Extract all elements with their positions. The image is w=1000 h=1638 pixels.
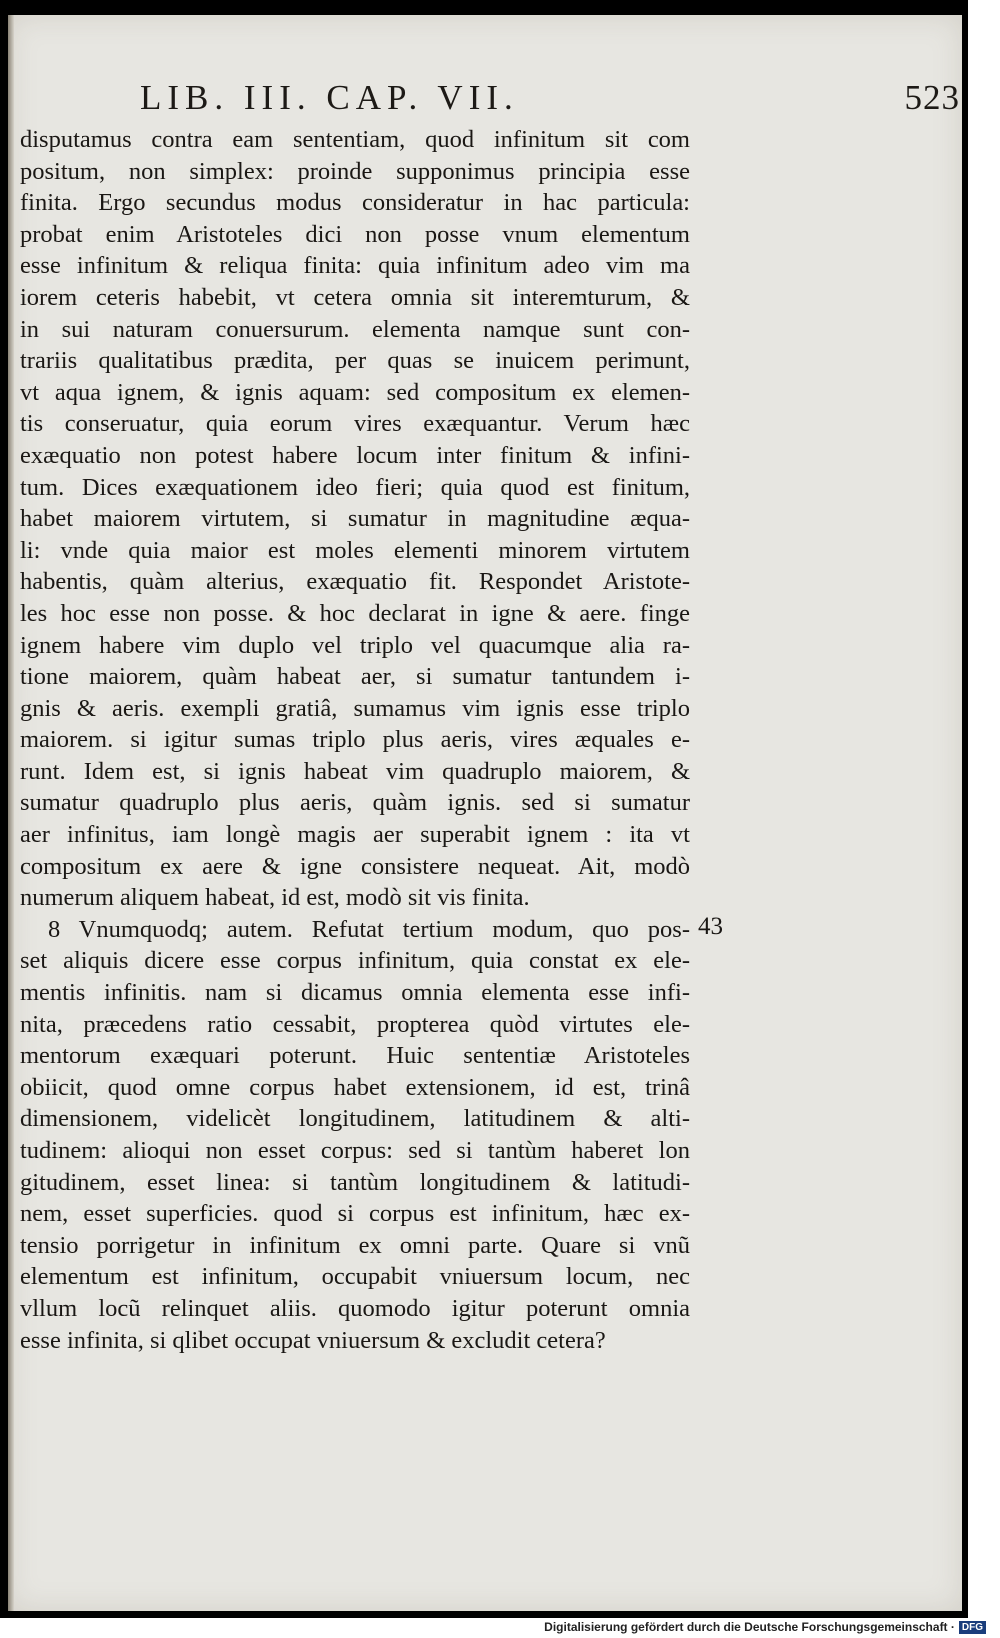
text-line: finita. Ergo secundus modus consideratur in hac particula: — [20, 189, 690, 217]
text-line: 8 Vnumquodq; autem. Refutat tertium modum, quo pos- — [48, 915, 690, 943]
text-line: obiicit, quod omne corpus habet extensionem, id est, trinâ — [20, 1073, 690, 1101]
text-line: nita, præcedens ratio cessabit, propterea quòd virtutes ele- — [20, 1010, 690, 1038]
page-binding-edge — [8, 15, 14, 1611]
text-line: habet maiorem virtutem, si sumatur in magnitudine æqua- — [20, 505, 690, 533]
text-line: tis conseruatur, quia eorum vires exæquantur. Verum hæc — [20, 410, 690, 438]
text-line: aer infinitus, iam longè magis aer superabit ignem : ita vt — [20, 821, 690, 849]
text-line: dimensionem, videlicèt longitudinem, latitudinem & alti- — [20, 1105, 690, 1133]
text-line: esse infinitum & reliqua finita: quia infinitum adeo vim ma — [20, 252, 690, 280]
text-line: esse infinita, si qlibet occupat vniuersum & excludit cetera? — [20, 1326, 606, 1354]
text-line: in sui naturam conuersurum. elementa namque sunt con- — [20, 315, 690, 343]
text-line: positum, non simplex: proinde supponimus principia esse — [20, 157, 690, 185]
text-line: sumatur quadruplo plus aeris, quàm ignis. sed si sumatur — [20, 789, 690, 817]
text-line: probat enim Aristoteles dici non posse vnum elementum — [20, 220, 690, 248]
page-number: 523 — [904, 78, 960, 117]
text-line: exæquatio non potest habere locum inter finitum & infini- — [20, 441, 690, 469]
text-line: gnis & aeris. exempli gratiâ, sumamus vim ignis esse triplo — [20, 694, 690, 722]
text-line: gitudinem, esset linea: si tantùm longitudinem & latitudi- — [20, 1168, 690, 1196]
text-line: les hoc esse non posse. & hoc declarat in igne & aere. finge — [20, 599, 690, 627]
text-line: habentis, quàm alterius, exæquatio fit. Respondet Aristote- — [20, 568, 690, 596]
text-line: compositum ex aere & igne consistere nequeat. Ait, modò — [20, 852, 690, 880]
text-line: tione maiorem, quàm habeat aer, si sumatur tantundem i- — [20, 663, 690, 691]
text-line: tum. Dices exæquationem ideo fieri; quia quod est finitum, — [20, 473, 690, 501]
text-line: maiorem. si igitur sumas triplo plus aeris, vires æquales e- — [20, 726, 690, 754]
text-line: iorem ceteris habebit, vt cetera omnia sit interemturum, & — [20, 283, 690, 311]
marginal-note: 43 — [698, 913, 723, 940]
dfg-logo: DFG — [959, 1621, 986, 1634]
text-line: elementum est infinitum, occupabit vniuersum locum, nec — [20, 1263, 690, 1291]
text-line: vt aqua ignem, & ignis aquam: sed compositum ex elemen- — [20, 378, 690, 406]
text-line: tudinem: alioqui non esset corpus: sed si tantùm haberet lon — [20, 1137, 690, 1164]
text-line: nem, esset superficies. quod si corpus est infinitum, hæc ex- — [20, 1200, 690, 1228]
footer-credit: Digitalisierung gefördert durch die Deutsche Forschungsgemeinschaft · — [544, 1620, 955, 1634]
text-line: li: vnde quia maior est moles elementi minorem virtutem — [20, 536, 690, 564]
text-line: numerum aliquem habeat, id est, modò sit vis finita. — [20, 884, 530, 912]
text-line: disputamus contra eam sententiam, quod infinitum sit com — [20, 126, 690, 153]
text-line: trariis qualitatibus prædita, per quas se inuicem perimunt, — [20, 347, 690, 375]
text-line: set aliquis dicere esse corpus infinitum, quia constat ex ele- — [20, 947, 690, 975]
text-line: mentis infinitis. nam si dicamus omnia elementa esse infi- — [20, 979, 690, 1007]
body-text — [20, 124, 690, 1356]
text-line: vllum locũ relinquet aliis. quomodo igitur poterunt omnia — [20, 1294, 690, 1322]
text-line: mentorum exæquari poterunt. Huic sententiæ Aristoteles — [20, 1042, 690, 1070]
text-line: runt. Idem est, si ignis habeat vim quadruplo maiorem, & — [20, 757, 690, 785]
digitization-footer — [544, 1620, 986, 1634]
text-line: ignem habere vim duplo vel triplo vel quacumque alia ra- — [20, 631, 690, 659]
text-line: tensio porrigetur in infinitum ex omni parte. Quare si vnũ — [20, 1231, 690, 1259]
running-head: LIB. III. CAP. VII. — [140, 78, 519, 117]
